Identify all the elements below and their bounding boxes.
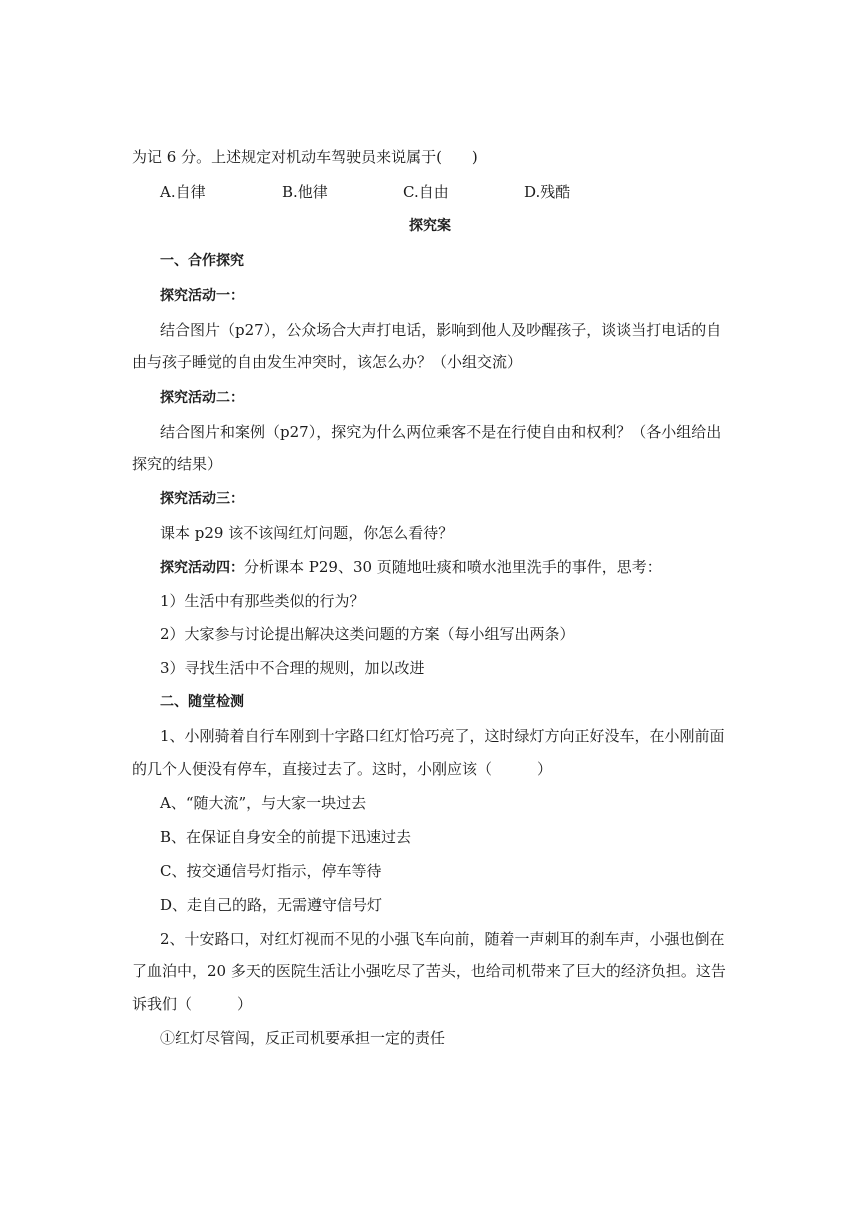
activity2-title: 探究活动二： (160, 390, 244, 406)
q2-line3: 诉我们（ ） (132, 995, 253, 1013)
activity4-item-2: 2）大家参与讨论提出解决这类问题的方案（每小组写出两条） (160, 625, 575, 643)
activity4-text: 分析课本 P29、30 页随地吐痰和喷水池里洗手的事件，思考： (244, 558, 662, 576)
activity4-item-3: 3）寻找生活中不合理的规则，加以改进 (160, 659, 425, 677)
activity4-title: 探究活动四： (160, 560, 244, 576)
activity1-text-line2: 由与孩子睡觉的自由发生冲突时，该怎么办？（小组交流） (132, 353, 523, 371)
q1-line2: 的几个人便没有停车，直接过去了。这时，小刚应该（ ） (132, 760, 553, 778)
q2-item-1: ①红灯尽管闯，反正司机要承担一定的责任 (160, 1029, 446, 1047)
activity2-text-line1: 结合图片和案例（p27），探究为什么两位乘客不是在行使自由和权利？（各小组给出 (160, 423, 722, 441)
activity1-text-line1: 结合图片（p27），公众场合大声打电话，影响到他人及吵醒孩子，谈谈当打电话的自 (160, 321, 722, 339)
part2-heading: 二、随堂检测 (160, 694, 244, 710)
q1-option-b: B、在保证自身安全的前提下迅速过去 (160, 828, 412, 846)
option-d: D.残酷 (524, 183, 571, 201)
option-c: C.自由 (403, 183, 449, 201)
activity1-title: 探究活动一： (160, 288, 244, 304)
option-b: B.他律 (282, 183, 328, 201)
activity2-text-line2: 探究的结果） (132, 455, 223, 473)
section-title: 探究案 (409, 218, 451, 234)
q2-line1: 2、十安路口，对红灯视而不见的小强飞车向前，随着一声刺耳的刹车声，小强也倒在 (160, 930, 725, 948)
activity4-line (160, 557, 662, 578)
part1-heading: 一、合作探究 (160, 253, 244, 269)
activity3-text: 课本 p29 该不该闯红灯问题，你怎么看待？ (160, 524, 454, 542)
question-stem: 为记 6 分。上述规定对机动车驾驶员来说属于( ) (132, 148, 478, 166)
activity3-title: 探究活动三： (160, 491, 244, 507)
q2-line2: 了血泊中，20 多天的医院生活让小强吃尽了苦头，也给司机带来了巨大的经济负担。这告 (132, 962, 726, 980)
q1-option-a: A、“随大流”，与大家一块过去 (160, 794, 367, 812)
q1-line1: 1、小刚骑着自行车刚到十字路口红灯恰巧亮了，这时绿灯方向正好没车，在小刚前面 (160, 727, 725, 745)
option-a: A.自律 (160, 183, 206, 201)
q1-option-d: D、走自己的路，无需遵守信号灯 (160, 896, 383, 914)
activity4-item-1: 1）生活中有那些类似的行为？ (160, 592, 365, 610)
q1-option-c: C、按交通信号灯指示，停车等待 (160, 862, 382, 880)
